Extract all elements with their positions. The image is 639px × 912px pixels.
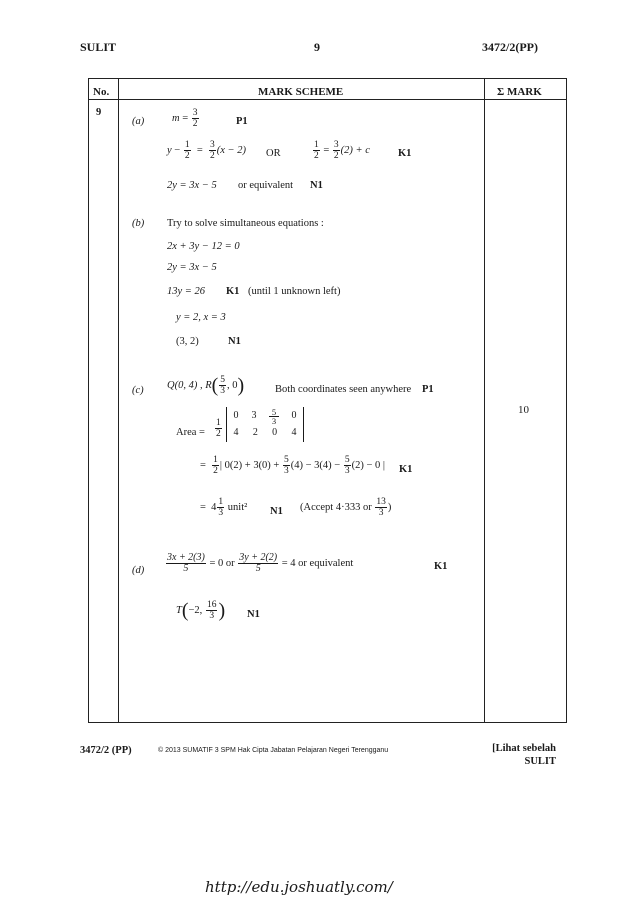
part-b-eq1: 2x + 3y − 12 = 0	[167, 241, 240, 252]
part-a-m-line: m = $\frac{3}{2}$	[172, 108, 198, 129]
part-a-n-mark: N1	[310, 180, 323, 191]
part-d-point-t: T(−2, $\frac{16}{3}$ )	[176, 599, 226, 622]
part-c-k-mark: K1	[399, 464, 413, 475]
part-c-n-mark: N1	[270, 506, 283, 517]
part-c-label: (c)	[132, 385, 144, 396]
col-no-header: No.	[93, 86, 110, 98]
footer-copyright: © 2013 SUMATIF 3 SPM Hak Cipta Jabatan Pelajaran Negeri Terengganu	[158, 747, 389, 754]
header-right: 3472/2(PP)	[482, 40, 538, 54]
part-c-result: = 4 $\frac{1}{3}$ unit²	[200, 497, 248, 518]
source-url: http://edu.joshuatly.com/	[205, 878, 393, 896]
part-a-p-mark: P1	[236, 116, 248, 127]
part-d-equation: $\frac{3x + 2(3)}{5}$ = 0 or $\frac{3y + 2(2)}{5}$ = 4 or equivalent	[167, 552, 354, 574]
part-a-k-mark: K1	[398, 148, 412, 159]
part-b-solution: y = 2, x = 3	[176, 312, 226, 323]
part-a-or: OR	[266, 148, 281, 159]
part-b-eq2: 2y = 3x − 5	[167, 262, 217, 273]
question-number: 9	[96, 107, 102, 118]
part-c-accept: (Accept 4·333 or $\frac{13}{3}$ )	[300, 497, 392, 518]
footer-code: 3472/2 (PP)	[80, 745, 132, 756]
part-b-n-mark: N1	[228, 336, 241, 347]
part-c-half: $\frac{1}{2}$	[216, 418, 221, 439]
part-c-note: Both coordinates seen anywhere	[275, 384, 412, 395]
part-c-determinant: 0 3 $\frac{5}{3}$ 0 4 2 0 4	[226, 407, 304, 442]
part-a-equation-line: y − $\frac{1}{2}$ = $\frac{3}{2}$ (x − 2)	[167, 140, 247, 161]
col-scheme-header: MARK SCHEME	[258, 86, 344, 98]
part-c-expansion: = $\frac{1}{2}$ | 0(2) + 3(0) + $\frac{5}{3}$ (4) − 3(4) − $\frac{5}{3}$ (2) − 0 |	[200, 455, 385, 476]
part-d-k-mark: K1	[434, 561, 448, 572]
part-a-final-note: or equivalent	[238, 180, 294, 191]
col-mark-header: Σ MARK	[497, 86, 542, 98]
part-c-p-mark: P1	[422, 384, 434, 395]
part-b-step-mark: K1	[226, 286, 240, 297]
part-a-alt-line: $\frac{1}{2}$ = $\frac{3}{2}$ (2) + c	[314, 140, 370, 161]
footer-next-page: [Lihat sebelah SULIT	[492, 743, 556, 767]
part-b-step-note: (until 1 unknown left)	[248, 286, 341, 297]
part-c-points: Q(0, 4) , R( $\frac{5}{3}$ , 0)	[167, 374, 245, 397]
part-b-step: 13y = 26	[167, 286, 205, 297]
header-left: SULIT	[80, 40, 117, 54]
part-b-intro: Try to solve simultaneous equations :	[167, 218, 324, 229]
part-a-label: (a)	[132, 116, 145, 127]
part-b-label: (b)	[132, 218, 145, 229]
total-mark: 10	[518, 404, 529, 416]
part-c-area-label: Area =	[176, 427, 205, 438]
part-d-label: (d)	[132, 565, 145, 576]
page-number: 9	[314, 40, 320, 54]
part-d-n-mark: N1	[247, 609, 260, 620]
part-b-point: (3, 2)	[176, 336, 199, 347]
part-a-final-eq: 2y = 3x − 5	[167, 180, 217, 191]
